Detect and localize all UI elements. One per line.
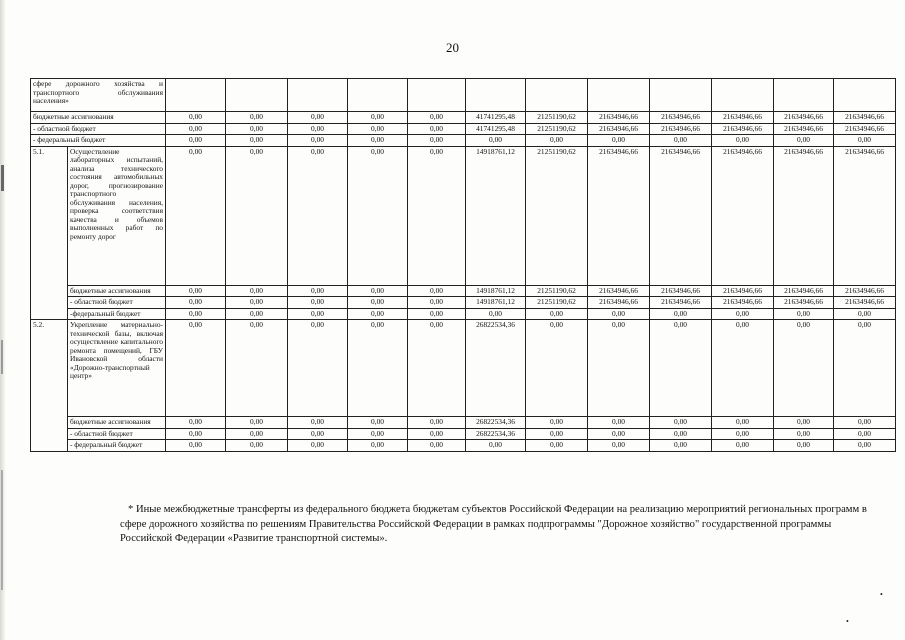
value-cell: 21634946,66 [650, 285, 712, 297]
value-cell: 21251190,62 [526, 285, 588, 297]
value-cell: 21634946,66 [650, 146, 712, 285]
value-cell: 0,00 [348, 297, 408, 309]
scan-mark [1, 470, 3, 590]
footnote-text: * Иные межбюджетные трансферты из федерального бюджета бюджетам субъектов Российской Федерации на реализацию мероприятий региональных программ в сфере дорожного хозяйства по решениям Правительства Российской Федерации в рамках подпрограммы "Дорожное хозяйство" государственной программы Российской Федерации «Развитие транспортной системы». [120, 504, 867, 544]
empty-cell [588, 79, 650, 112]
empty-cell [166, 79, 226, 112]
value-cell: 21634946,66 [712, 123, 774, 135]
value-cell: 0,00 [348, 135, 408, 147]
table-row [31, 440, 896, 452]
value-cell: 21634946,66 [588, 123, 650, 135]
value-cell: 0,00 [408, 285, 466, 297]
empty-cell [408, 79, 466, 112]
value-cell: 0,00 [166, 308, 226, 320]
value-cell: 26822534,36 [466, 417, 526, 429]
footnote [120, 503, 880, 547]
value-cell: 0,00 [166, 285, 226, 297]
value-cell: 0,00 [226, 146, 288, 285]
value-cell: 0,00 [588, 440, 650, 452]
value-cell: 0,00 [166, 417, 226, 429]
value-cell: 0,00 [408, 146, 466, 285]
value-cell: 21634946,66 [712, 285, 774, 297]
value-cell: 0,00 [348, 417, 408, 429]
value-cell: 14918761,12 [466, 285, 526, 297]
value-cell: 0,00 [834, 440, 896, 452]
value-cell: 0,00 [408, 297, 466, 309]
value-cell: 0,00 [408, 112, 466, 124]
empty-cell [712, 79, 774, 112]
value-cell: 0,00 [712, 308, 774, 320]
row-label: бюджетные ассигнования [68, 285, 166, 297]
value-cell: 0,00 [408, 428, 466, 440]
value-cell: 0,00 [288, 297, 348, 309]
value-cell: 41741295,48 [466, 112, 526, 124]
value-cell: 21251190,62 [526, 146, 588, 285]
value-cell: 0,00 [348, 146, 408, 285]
table-row [31, 320, 896, 417]
table-row [31, 135, 896, 147]
scan-dot: • [846, 617, 849, 626]
value-cell: 21251190,62 [526, 112, 588, 124]
value-cell: 0,00 [834, 308, 896, 320]
value-cell: 21634946,66 [650, 297, 712, 309]
value-cell: 0,00 [166, 428, 226, 440]
value-cell: 21634946,66 [588, 285, 650, 297]
value-cell: 0,00 [408, 417, 466, 429]
value-cell: 21634946,66 [834, 297, 896, 309]
value-cell: 0,00 [774, 440, 834, 452]
value-cell: 0,00 [650, 308, 712, 320]
value-cell: 0,00 [408, 320, 466, 417]
value-cell: 0,00 [834, 135, 896, 147]
value-cell: 0,00 [166, 440, 226, 452]
value-cell: 41741295,48 [466, 123, 526, 135]
value-cell: 0,00 [408, 123, 466, 135]
value-cell: 0,00 [650, 440, 712, 452]
value-cell: 0,00 [712, 417, 774, 429]
value-cell: 21251190,62 [526, 123, 588, 135]
value-cell: 26822534,36 [466, 320, 526, 417]
value-cell: 21634946,66 [588, 146, 650, 285]
value-cell: 21634946,66 [774, 123, 834, 135]
header-fragment-cell: сфере дорожного хозяйства и транспортного обслуживания населения» [31, 79, 166, 112]
table-row [31, 417, 896, 429]
value-cell: 0,00 [774, 135, 834, 147]
value-cell: 0,00 [226, 308, 288, 320]
value-cell: 0,00 [348, 320, 408, 417]
value-cell: 0,00 [166, 146, 226, 285]
row-label: - областной бюджет [31, 123, 166, 135]
value-cell: 0,00 [166, 135, 226, 147]
value-cell: 0,00 [226, 112, 288, 124]
value-cell: 21634946,66 [774, 112, 834, 124]
value-cell: 0,00 [288, 123, 348, 135]
value-cell: 0,00 [466, 308, 526, 320]
row-label: бюджетные ассигнования [31, 112, 166, 124]
value-cell: 0,00 [288, 285, 348, 297]
page-number: 20 [446, 40, 459, 55]
value-cell: 0,00 [288, 135, 348, 147]
value-cell: 0,00 [348, 428, 408, 440]
value-cell: 0,00 [348, 112, 408, 124]
value-cell: 0,00 [408, 135, 466, 147]
empty-cell [650, 79, 712, 112]
value-cell: 0,00 [288, 308, 348, 320]
value-cell: 0,00 [774, 308, 834, 320]
value-cell: 21251190,62 [526, 297, 588, 309]
value-cell: 0,00 [712, 320, 774, 417]
value-cell: 14918761,12 [466, 146, 526, 285]
value-cell: 0,00 [834, 320, 896, 417]
value-cell: 0,00 [226, 135, 288, 147]
value-cell: 0,00 [526, 135, 588, 147]
table-row [31, 428, 896, 440]
section-number: 5.1. [31, 146, 68, 320]
value-cell: 0,00 [166, 123, 226, 135]
value-cell: 0,00 [226, 320, 288, 417]
value-cell: 0,00 [834, 417, 896, 429]
value-cell: 0,00 [650, 417, 712, 429]
section-description: Укрепление материально-технической базы, включая осуществление капитального ремонта помещений, ГБУ Ивановской области «Дорожно-транспортный центр» [68, 320, 166, 417]
value-cell: 26822534,36 [466, 428, 526, 440]
value-cell: 0,00 [526, 428, 588, 440]
value-cell: 0,00 [588, 135, 650, 147]
value-cell: 0,00 [166, 112, 226, 124]
empty-cell [348, 79, 408, 112]
value-cell: 21634946,66 [834, 123, 896, 135]
value-cell: 0,00 [774, 428, 834, 440]
table-row [31, 308, 896, 320]
value-cell: 0,00 [588, 428, 650, 440]
row-label: - федеральный бюджет [31, 135, 166, 147]
row-label: бюджетные ассигнования [68, 417, 166, 429]
value-cell: 0,00 [226, 428, 288, 440]
value-cell: 0,00 [712, 135, 774, 147]
value-cell: 21634946,66 [774, 285, 834, 297]
value-cell: 21634946,66 [712, 112, 774, 124]
scan-mark [1, 165, 4, 191]
value-cell: 0,00 [588, 320, 650, 417]
row-label: - областной бюджет [68, 297, 166, 309]
value-cell: 0,00 [526, 417, 588, 429]
value-cell: 0,00 [774, 320, 834, 417]
value-cell: 21634946,66 [588, 112, 650, 124]
table-body [31, 79, 896, 452]
value-cell: 0,00 [288, 112, 348, 124]
value-cell: 0,00 [226, 440, 288, 452]
value-cell: 0,00 [650, 320, 712, 417]
table-row [31, 112, 896, 124]
value-cell: 21634946,66 [712, 146, 774, 285]
empty-cell [226, 79, 288, 112]
table-row [31, 297, 896, 309]
value-cell: 0,00 [288, 320, 348, 417]
value-cell: 0,00 [166, 297, 226, 309]
value-cell: 0,00 [348, 308, 408, 320]
value-cell: 21634946,66 [834, 146, 896, 285]
value-cell: 0,00 [166, 320, 226, 417]
table-row [31, 79, 896, 112]
value-cell: 0,00 [774, 417, 834, 429]
table-row [31, 146, 896, 285]
table-row [31, 123, 896, 135]
row-label: - федеральный бюджет [68, 440, 166, 452]
value-cell: 0,00 [466, 135, 526, 147]
value-cell: 0,00 [712, 428, 774, 440]
empty-cell [774, 79, 834, 112]
scan-mark [1, 340, 3, 374]
value-cell: 0,00 [466, 440, 526, 452]
value-cell: 0,00 [526, 440, 588, 452]
value-cell: 0,00 [226, 417, 288, 429]
value-cell: 0,00 [348, 440, 408, 452]
empty-cell [466, 79, 526, 112]
budget-table [30, 78, 896, 452]
value-cell: 0,00 [650, 428, 712, 440]
value-cell: 0,00 [348, 285, 408, 297]
empty-cell [526, 79, 588, 112]
value-cell: 0,00 [834, 428, 896, 440]
value-cell: 21634946,66 [650, 123, 712, 135]
table-row [31, 285, 896, 297]
value-cell: 21634946,66 [588, 297, 650, 309]
value-cell: 0,00 [408, 440, 466, 452]
value-cell: 0,00 [408, 308, 466, 320]
value-cell: 0,00 [226, 285, 288, 297]
row-label: - областной бюджет [68, 428, 166, 440]
value-cell: 0,00 [288, 417, 348, 429]
value-cell: 21634946,66 [774, 146, 834, 285]
value-cell: 21634946,66 [774, 297, 834, 309]
value-cell: 0,00 [712, 440, 774, 452]
value-cell: 21634946,66 [834, 112, 896, 124]
value-cell: 14918761,12 [466, 297, 526, 309]
value-cell: 0,00 [588, 308, 650, 320]
value-cell: 0,00 [650, 135, 712, 147]
scan-dot: • [880, 590, 883, 599]
value-cell: 21634946,66 [834, 285, 896, 297]
value-cell: 0,00 [226, 297, 288, 309]
row-label: -федеральный бюджет [68, 308, 166, 320]
value-cell: 0,00 [288, 440, 348, 452]
value-cell: 0,00 [226, 123, 288, 135]
value-cell: 21634946,66 [650, 112, 712, 124]
value-cell: 0,00 [288, 428, 348, 440]
value-cell: 0,00 [526, 308, 588, 320]
empty-cell [834, 79, 896, 112]
section-description: Осуществление лабораторных испытаний, анализа технического состояния автомобильных дорог, прогнозирование транспортного обслуживания населения, проверка соответствия качества и объемов выполненных работ по ремонту дорог [68, 146, 166, 285]
value-cell: 0,00 [348, 123, 408, 135]
scan-edge [0, 0, 6, 640]
value-cell: 0,00 [526, 320, 588, 417]
empty-cell [288, 79, 348, 112]
value-cell: 21634946,66 [712, 297, 774, 309]
section-number: 5.2. [31, 320, 68, 452]
value-cell: 0,00 [288, 146, 348, 285]
value-cell: 0,00 [588, 417, 650, 429]
